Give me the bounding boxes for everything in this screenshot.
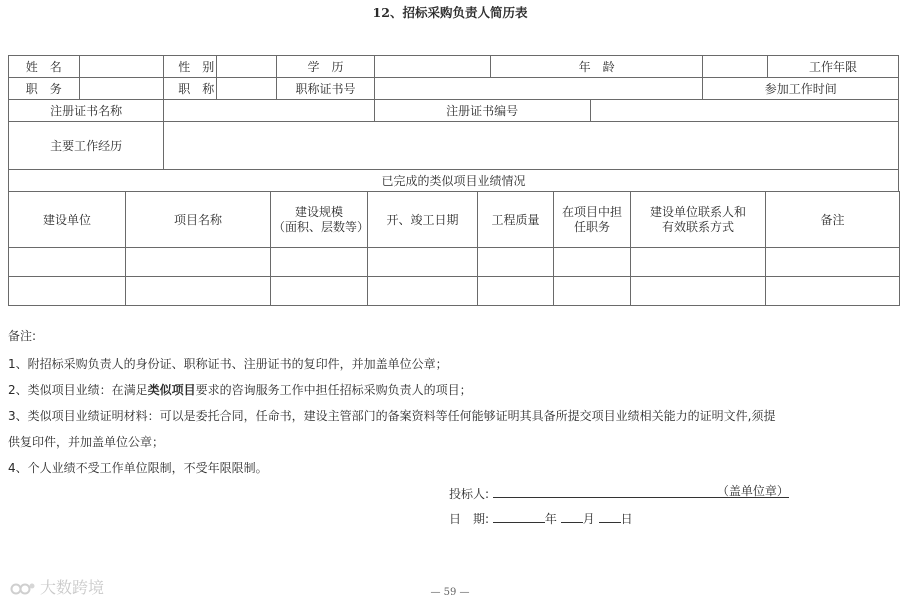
table-row: [9, 248, 900, 277]
note-2-bold: 类似项目: [147, 383, 196, 397]
col-scale: [271, 192, 368, 248]
cell[interactable]: [9, 248, 126, 277]
form-row-registration: [9, 100, 899, 122]
note-3a: 3、类似项目业绩证明材料：可以是委托合同，任命书，建设主管部门的备案资料等任何能够证明其具备所提交项目业绩相关能力的证明文件,须提: [8, 409, 776, 423]
position-value[interactable]: [79, 78, 164, 100]
bidder-label: 投标人:: [449, 487, 490, 501]
cell[interactable]: [271, 277, 368, 306]
cell[interactable]: [631, 248, 766, 277]
col-remarks: 备注: [766, 192, 900, 248]
cell[interactable]: [554, 248, 631, 277]
note-4: 4、个人业绩不受工作单位限制，不受年限限制。: [8, 461, 268, 475]
form-row-position: [9, 78, 899, 100]
title-label: 职称: [164, 78, 216, 100]
cell[interactable]: [368, 248, 478, 277]
reg-cert-no-value[interactable]: [590, 100, 898, 122]
form-title: 12、招标采购负责人简历表: [372, 5, 528, 20]
reg-cert-name-label: 注册证书名称: [9, 100, 164, 122]
cell[interactable]: [478, 248, 554, 277]
col-role: [554, 192, 631, 248]
form-row-section: [9, 170, 899, 192]
start-work-label: 参加工作时间: [703, 78, 899, 100]
cell[interactable]: [126, 277, 271, 306]
cell[interactable]: [766, 248, 900, 277]
bidder-field[interactable]: [493, 485, 789, 498]
col-scale-line1: 建设规模: [294, 204, 343, 219]
note-1: 1、附招标采购负责人的身份证、职称证书、注册证书的复印件，并加盖单位公章；: [8, 357, 448, 371]
col-scale-line2: （面积、层数等）: [273, 219, 370, 234]
note-3b: 供复印件，并加盖单位公章；: [8, 435, 165, 449]
col-contact-line2: 有效联系方式: [661, 219, 734, 234]
col-contact: [631, 192, 766, 248]
col-dates: 开、竣工日期: [368, 192, 478, 248]
date-label: 日 期:: [449, 512, 490, 526]
seal-note: （盖单位章）: [716, 484, 789, 498]
day-field[interactable]: [599, 510, 621, 523]
name-value[interactable]: [79, 56, 164, 78]
watermark-logo-icon: [10, 581, 36, 597]
experience-value[interactable]: [164, 122, 899, 170]
month-label: 月: [582, 512, 595, 526]
bidder-line: [449, 485, 789, 502]
projects-header-row: [9, 192, 900, 248]
position-label: 职务: [9, 78, 80, 100]
experience-label: 主要工作经历: [9, 122, 164, 170]
resume-info-table: [8, 55, 899, 192]
page-number: — 59 —: [430, 587, 470, 598]
cell[interactable]: [9, 277, 126, 306]
cell[interactable]: [271, 248, 368, 277]
notes-heading: 备注:: [8, 329, 37, 343]
form-row-experience: [9, 122, 899, 170]
reg-cert-no-label: 注册证书编号: [374, 100, 590, 122]
col-project-name: 项目名称: [126, 192, 271, 248]
table-row: [9, 277, 900, 306]
education-label: 学历: [277, 56, 375, 78]
age-value[interactable]: [703, 56, 768, 78]
gender-label: 性别: [164, 56, 216, 78]
month-field[interactable]: [561, 510, 583, 523]
col-quality: 工程质量: [478, 192, 554, 248]
col-contact-line1: 建设单位联系人和: [649, 204, 746, 219]
year-label: 年: [544, 512, 557, 526]
col-unit: 建设单位: [9, 192, 126, 248]
note-2-post: 要求的咨询服务工作中担任招标采购负责人的项目；: [195, 383, 472, 397]
cell[interactable]: [478, 277, 554, 306]
projects-table: [8, 191, 900, 306]
title-cert-value[interactable]: [374, 78, 703, 100]
watermark-text: 大数跨境: [40, 578, 105, 597]
title-cert-label: 职称证书号: [277, 78, 375, 100]
col-role-line1: 在项目中担: [561, 204, 622, 219]
year-field[interactable]: [493, 510, 545, 523]
watermark: [10, 575, 104, 598]
years-label: 工作年限: [767, 56, 898, 78]
day-label: 日: [620, 512, 633, 526]
age-label: 年龄: [490, 56, 703, 78]
cell[interactable]: [766, 277, 900, 306]
cell[interactable]: [126, 248, 271, 277]
col-role-line2: 任职务: [573, 219, 610, 234]
name-label: 姓名: [9, 56, 80, 78]
date-line: [449, 510, 633, 527]
cell[interactable]: [368, 277, 478, 306]
note-2: [8, 382, 472, 398]
cell[interactable]: [554, 277, 631, 306]
note-2-pre: 2、类似项目业绩：在满足: [8, 383, 148, 397]
education-value[interactable]: [374, 56, 490, 78]
form-row-basic: [9, 56, 899, 78]
cell[interactable]: [631, 277, 766, 306]
reg-cert-name-value[interactable]: [164, 100, 375, 122]
projects-section-label: 已完成的类似项目业绩情况: [9, 170, 899, 192]
